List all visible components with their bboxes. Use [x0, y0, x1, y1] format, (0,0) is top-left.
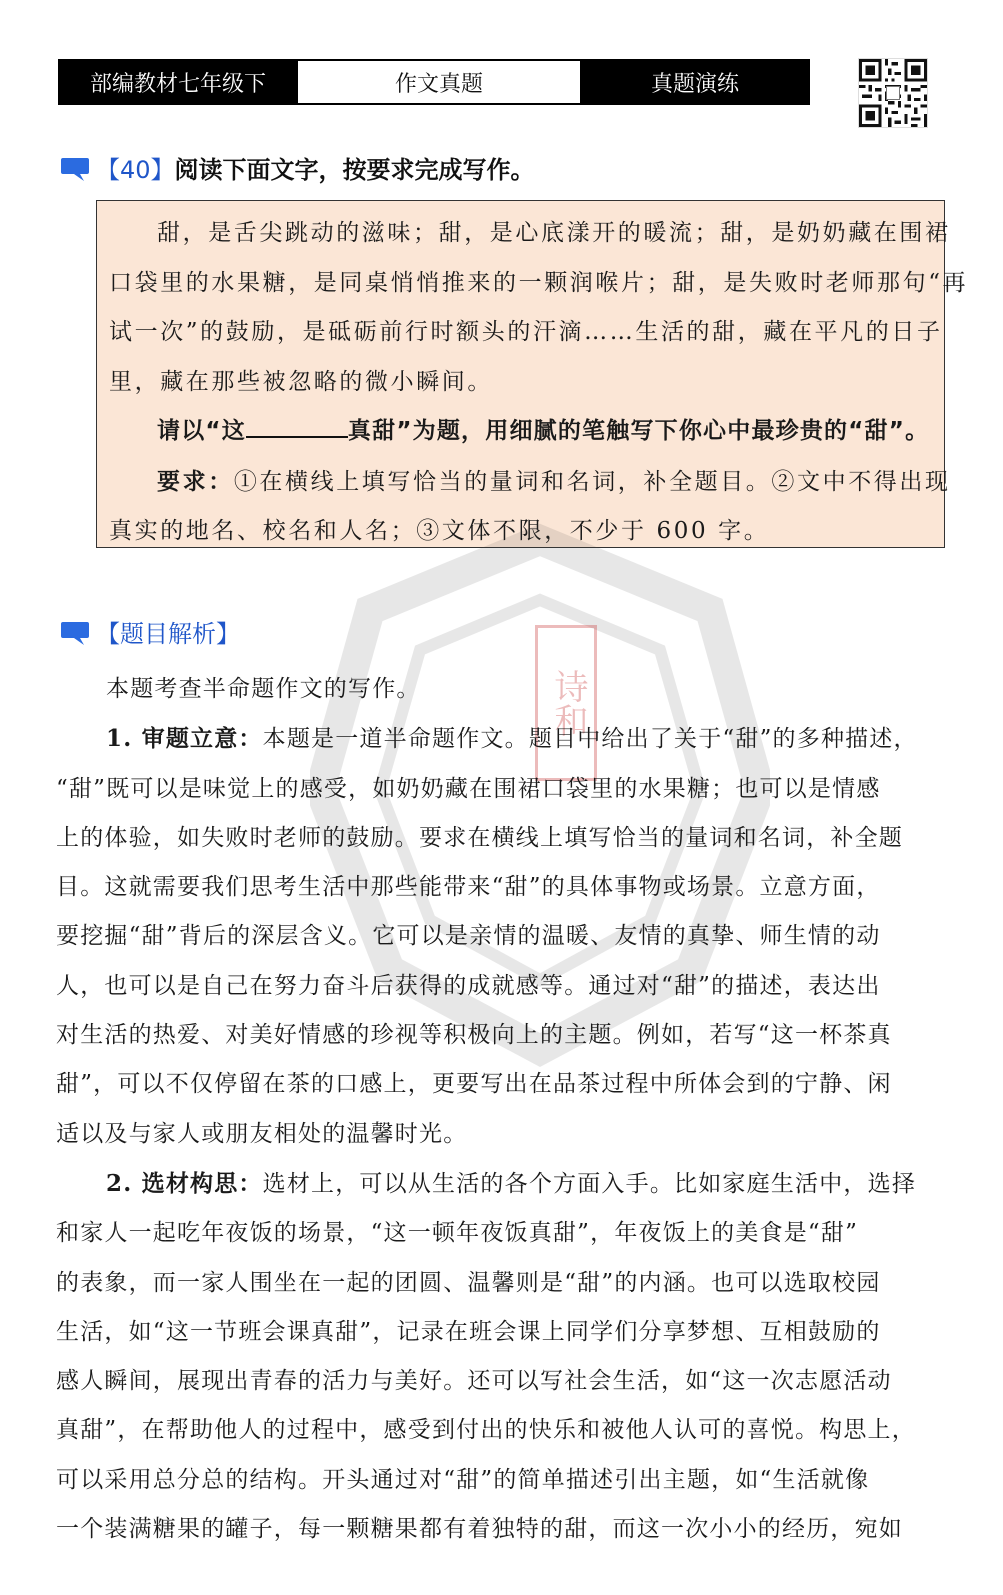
prompt-line: 甜，是舌尖跳动的滋味；甜，是心底漾开的暖流；甜，是奶奶藏在围裙 — [157, 220, 951, 246]
analysis-p1-first — [56, 714, 936, 764]
question-title: 阅读下面文字，按要求完成写作。 — [174, 156, 535, 184]
prompt-line: 试一次”的鼓励，是砥砺前行时额头的汗滴……生活的甜，藏在平凡的日子 — [109, 319, 943, 345]
analysis-line: 对生活的热爱、对美好情感的珍视等积极向上的主题。例如，若写“这一杯茶真 — [56, 1022, 892, 1049]
analysis-line: 的表象，而一家人围坐在一起的团圆、温馨则是“甜”的内涵。也可以选取校园 — [56, 1269, 881, 1296]
analysis-line: 真甜”，在帮助他人的过程中，感受到付出的快乐和被他人认可的喜悦。构思上， — [56, 1417, 916, 1444]
p1-first-text: 本题是一道半命题作文。题目中给出了关于“甜”的多种描述， — [262, 726, 918, 753]
analysis-line: 目。这就需要我们思考生活中那些能带来“甜”的具体事物或场景。立意方面， — [56, 874, 881, 901]
analysis-line: 人，也可以是自己在努力奋斗后获得的成就感等。通过对“甜”的描述，表达出 — [56, 972, 881, 999]
header-grade: 部编教材七年级下 — [60, 61, 296, 103]
header-bar — [58, 59, 810, 105]
p2-first-text: 选材上，可以从生活的各个方面入手。比如家庭生活中，选择 — [262, 1170, 917, 1197]
speech-bubble-icon — [60, 620, 90, 644]
analysis-title: 【题目解析】 — [96, 620, 240, 648]
analysis-p2-first — [56, 1159, 936, 1209]
question-number: 【40】 — [96, 156, 175, 184]
p1-label: 1. 审题立意： — [106, 725, 263, 753]
p2-label: 2. 选材构思： — [106, 1169, 263, 1197]
question-heading — [60, 150, 535, 185]
analysis-line: “甜”既可以是味觉上的感受，如奶奶藏在围裙口袋里的水果糖；也可以是情感 — [56, 775, 881, 802]
analysis-line: 上的体验，如失败时老师的鼓励。要求在横线上填写恰当的量词和名词，补全题 — [56, 824, 903, 851]
prompt-requirement — [109, 457, 951, 508]
requirement-text: ①在横线上填写恰当的量词和名词，补全题目。②文中不得出现 — [233, 468, 951, 495]
analysis-line: 和家人一起吃年夜饭的场景，“这一顿年夜饭真甜”，年夜饭上的美食是“甜” — [56, 1220, 859, 1247]
prompt-box — [96, 200, 969, 548]
analysis-line: 可以采用总分总的结构。开头通过对“甜”的简单描述引出主题，如“生活就像 — [56, 1466, 870, 1493]
analysis-line: 生活，如“这一节班会课真甜”，记录在班会课上同学们分享梦想、互相鼓励的 — [56, 1318, 881, 1345]
prompt-line: 口袋里的水果糖，是同桌悄悄推来的一颗润喉片；甜，是失败时老师那句“再 — [109, 269, 969, 296]
analysis-line: 一个装满糖果的罐子，每一颗糖果都有着独特的甜，而这一次小小的经历，宛如 — [56, 1516, 903, 1543]
analysis-line: 适以及与家人或朋友相处的温馨时光。 — [56, 1120, 468, 1147]
prompt-line: 里，藏在那些被忽略的微小瞬间。 — [109, 368, 493, 395]
requirement-label: 要求： — [157, 467, 234, 495]
analysis-intro: 本题考查半命题作文的写作。 — [106, 676, 421, 702]
analysis-heading — [60, 614, 240, 649]
qr-code-icon — [858, 58, 928, 128]
task-after: 真甜”为题，用细腻的笔触写下你心中最珍贵的“甜”。 — [347, 418, 930, 444]
analysis-line: 感人瞬间，展现出青春的活力与美好。还可以写社会生活，如“这一次志愿活动 — [56, 1368, 892, 1395]
prompt-requirement-cont: 真实的地名、校名和人名；③文体不限，不少于 600 字。 — [109, 518, 770, 544]
speech-bubble-icon — [60, 156, 90, 180]
analysis-line: 甜”，可以不仅停留在茶的口感上，更要写出在品茶过程中所体会到的宁静、闲 — [56, 1071, 892, 1098]
prompt-task — [109, 407, 932, 457]
analysis-body — [56, 665, 936, 1554]
header-section: 真题演练 — [582, 61, 808, 103]
header-topic: 作文真题 — [296, 61, 582, 103]
watermark-stamp: 诗和 — [535, 625, 597, 781]
analysis-line: 要挖掘“甜”背后的深层含义。它可以是亲情的温暖、友情的真挚、师生情的动 — [56, 923, 881, 950]
task-before: 请以“这 — [157, 418, 246, 444]
title-blank — [246, 414, 348, 438]
